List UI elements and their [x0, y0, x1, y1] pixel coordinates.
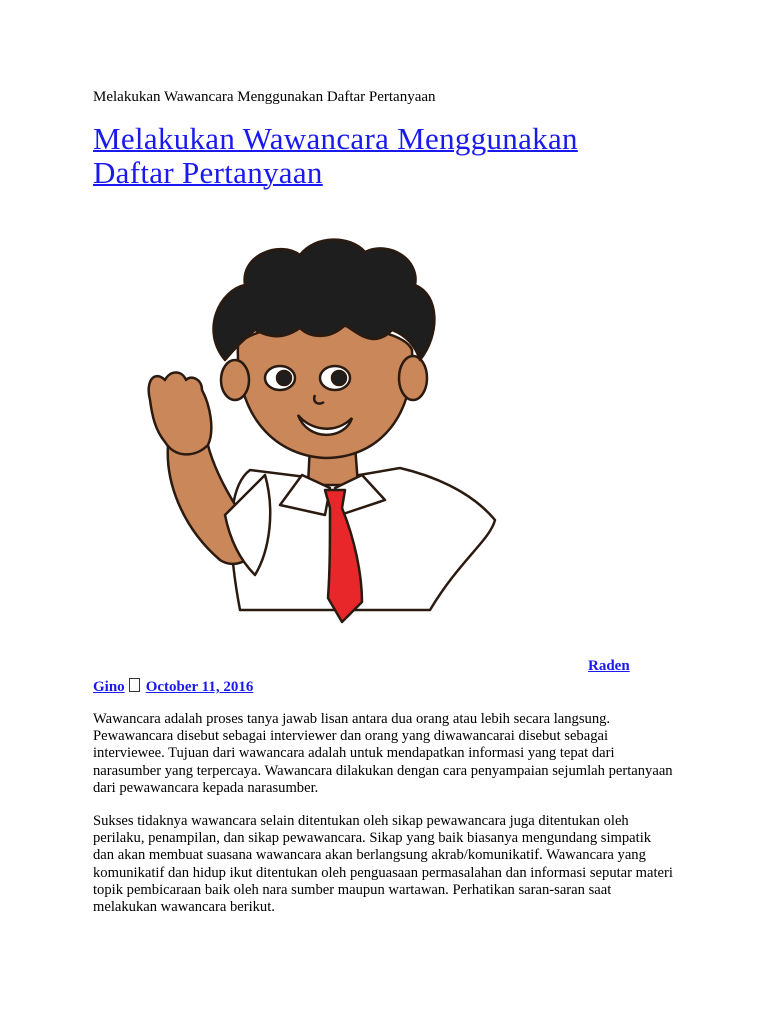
article-title-link[interactable]	[93, 121, 578, 190]
article-title	[93, 122, 653, 190]
author-link-first[interactable]: Raden	[588, 658, 630, 674]
article-title-line1: Melakukan Wawancara Menggunakan	[93, 121, 578, 156]
paragraph-2: Sukses tidaknya wawancara selain ditentukan oleh sikap pewawancara juga ditentukan oleh perilaku, penampilan, dan sikap pewawancara. Sikap yang baik biasanya mengundang simpatik dan akan membuat suasana wawancara akan berlangsung akrab/komunikatif. Wawancara yang komunikatif dan hidup ikut ditentukan oleh penguasaan permasalahan dan informasi seputar materi topik pembicaraan baik oleh nara sumber maupun wartawan. Perhatikan saran-saran saat melakukan wawancara berikut.	[93, 813, 673, 916]
missing-glyph-icon	[129, 678, 140, 692]
right-pupil-shape	[332, 371, 346, 385]
paragraph-1: Wawancara adalah proses tanya jawab lisan antara dua orang atau lebih secara langsung. Pewawancara disebut sebagai interviewer dan orang yang diwawancarai disebut sebagai interviewee. Tujuan dari wawancara adalah untuk mendapatkan informasi yang tepat dari narasumber yang terpercaya. Wawancara dilakukan dengan cara penyampaian sejumlah pertanyaan dari pewawancara kepada narasumber.	[93, 711, 673, 796]
article-title-line2: Daftar Pertanyaan	[93, 155, 323, 190]
schoolboy-illustration	[130, 230, 510, 630]
left-ear-shape	[221, 360, 249, 400]
byline-row	[93, 678, 253, 696]
post-date-link[interactable]: October 11, 2016	[145, 679, 254, 695]
hand-shape	[149, 373, 212, 455]
face-shape	[238, 325, 412, 458]
author-link-second[interactable]: Gino	[93, 679, 125, 695]
right-ear-shape	[399, 356, 427, 400]
left-pupil-shape	[277, 371, 291, 385]
page-top-title: Melakukan Wawancara Menggunakan Daftar Pertanyaan	[93, 89, 436, 105]
